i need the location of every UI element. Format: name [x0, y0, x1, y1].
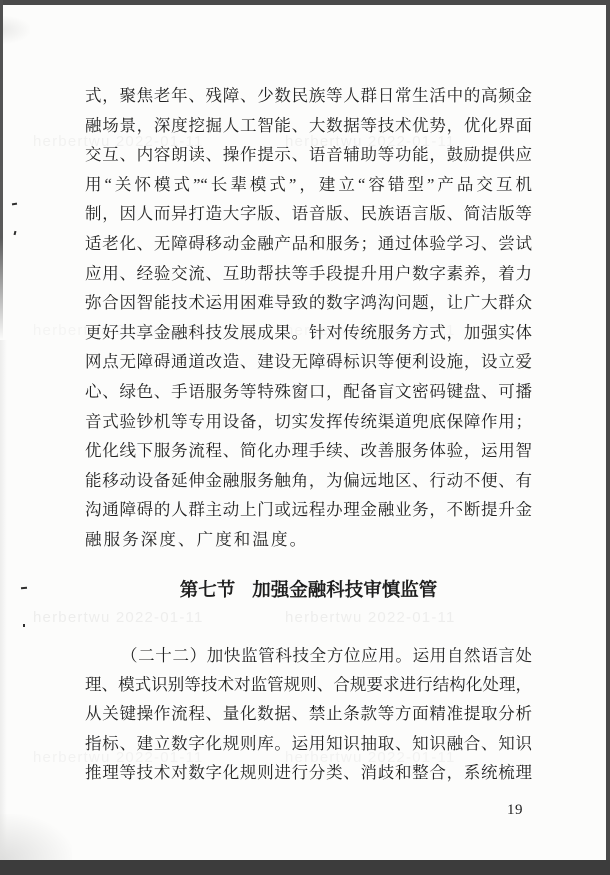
page-number: 19	[507, 802, 523, 818]
body-line: 理、模式识别等技术对监管规则、合规要求进行结构化处理，	[85, 675, 532, 695]
section-title: 加强金融科技审慎监管	[252, 581, 438, 601]
body-line: （二十二）加快监管科技全方位应用。运用自然语言处	[121, 646, 532, 665]
body-line: 网点无障碍通道改造、建设无障碍标识等便利设施，设立爱	[85, 352, 532, 372]
watermark-text: herbertwu 2022-01-11	[285, 133, 456, 150]
body-line: 能移动设备延伸金融服务触角，为偏远地区、行动不便、有	[85, 470, 532, 490]
ink-speck	[21, 587, 27, 590]
scan-smudge-bottom-left	[0, 814, 72, 860]
body-line: 从关键操作流程、量化数据、禁止条款等方面精准提取分析	[85, 704, 532, 724]
ink-speck	[23, 624, 25, 627]
ink-speck	[14, 231, 17, 235]
watermark-row	[0, 609, 610, 629]
scan-smudge-top-left	[0, 16, 30, 44]
paragraph-continued	[85, 81, 532, 555]
ink-speck	[12, 203, 17, 206]
scan-edge-right	[606, 0, 610, 875]
body-line: 融场景，深度挖掘人工智能、大数据等技术优势，优化界面	[85, 115, 532, 135]
scan-left-mottle	[0, 340, 7, 860]
body-line: 心、绿色、手语服务等特殊窗口，配备盲文密码键盘、可播	[85, 381, 532, 401]
body-line: 沟通障碍的人群主动上门或远程办理金融业务，不断提升金	[85, 500, 532, 520]
body-line: 指标、建立数字化规则库。运用知识抽取、知识融合、知识	[85, 733, 532, 753]
body-line: 式，聚焦老年、残障、少数民族等人群日常生活中的高频金	[85, 86, 532, 105]
scan-edge-top	[0, 0, 610, 5]
body-line: 用“关怀模式”“长辈模式”，建立“容错型”产品交互机	[85, 174, 532, 194]
body-line: 音式验钞机等专用设备，切实发挥传统渠道兜底保障作用；	[85, 411, 532, 431]
section-number: 第七节	[179, 581, 236, 601]
body-line: 应用、经验交流、互助帮扶等手段提升用户数字素养，着力	[85, 263, 532, 283]
body-line: 融服务深度、广度和温度。	[85, 529, 309, 549]
watermark-text: herbertwu 2022-01-11	[33, 749, 204, 766]
watermark-text: herbertwu 2022-01-11	[33, 133, 204, 150]
body-line: 制，因人而异打造大字版、语音版、民族语言版、简洁版等	[85, 204, 532, 224]
paragraph-article-22	[85, 641, 532, 787]
body-line: 优化线下服务流程、简化办理手续、改善服务体验，运用智	[85, 441, 532, 461]
watermark-text: herbertwu 2022-01-11	[285, 749, 456, 766]
section-heading	[85, 577, 532, 605]
watermark-text: herbertwu 2022-01-11	[285, 609, 456, 626]
body-line: 弥合因智能技术运用困难导致的数字鸿沟问题，让广大群众	[85, 293, 532, 313]
body-line: 推理等技术对数字化规则进行分类、消歧和整合，系统梳理	[85, 762, 532, 782]
watermark-text: herbertwu 2022-01-11	[33, 609, 204, 626]
body-line: 适老化、无障碍移动金融产品和服务；通过体验学习、尝试	[85, 233, 532, 253]
body-line: 更好共享金融科技发展成果。针对传统服务方式，加强实体	[85, 322, 532, 342]
body-line: 交互、内容朗读、操作提示、语音辅助等功能，鼓励提供应	[85, 145, 532, 165]
scan-edge-left	[0, 0, 3, 340]
scan-edge-bottom	[0, 860, 610, 875]
